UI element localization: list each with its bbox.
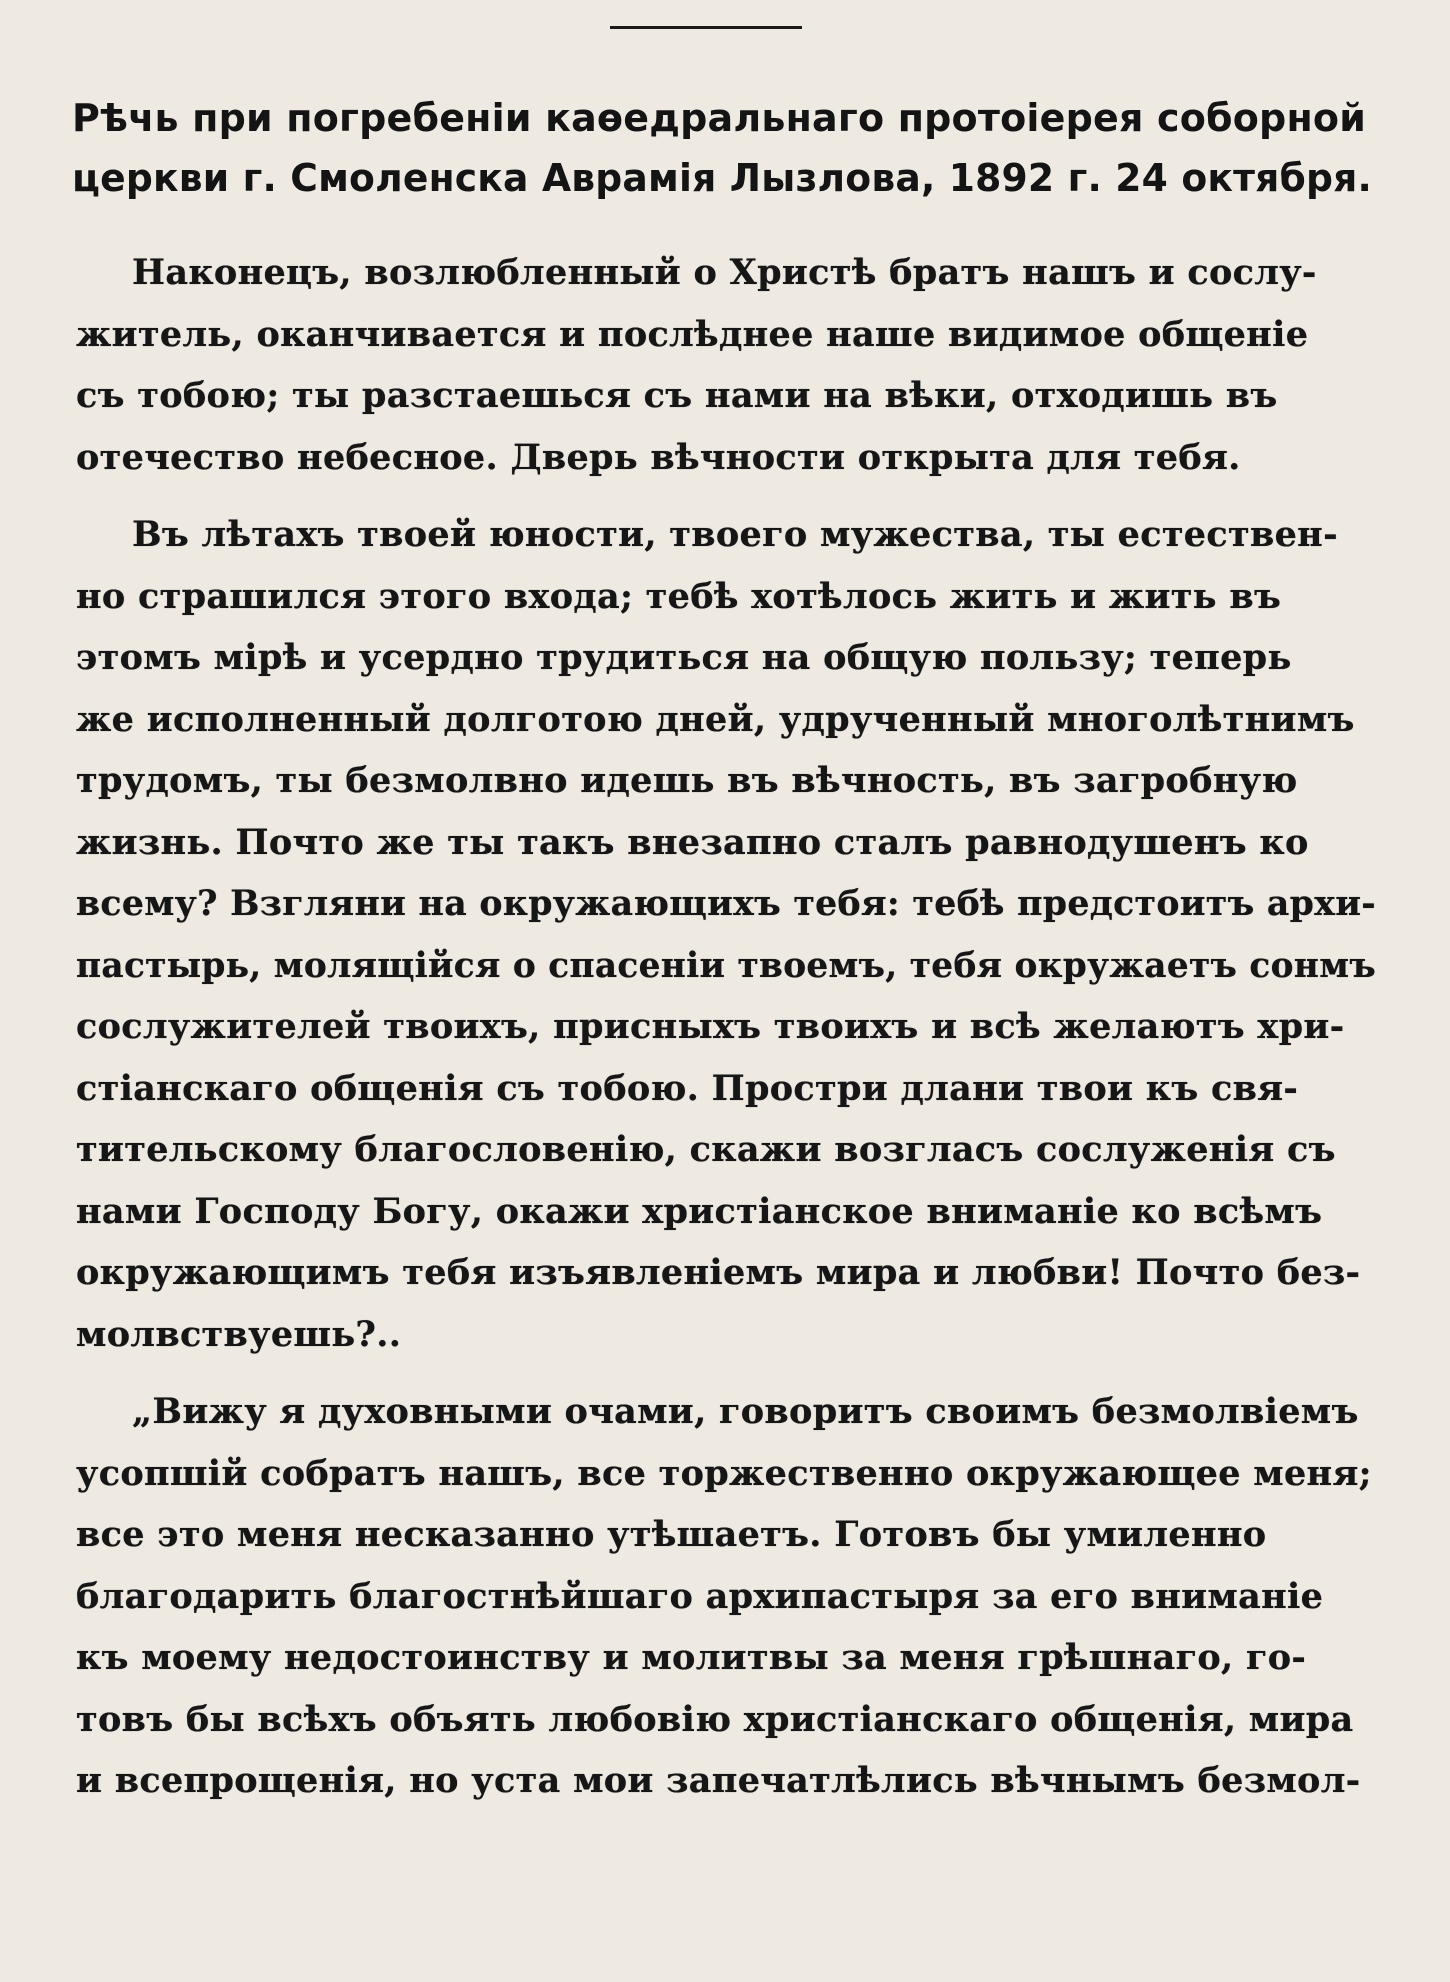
text-line: отечество небесное. Дверь вѣчности открыта для тебя. bbox=[76, 436, 1241, 478]
text-line: и всепрощенiя, но уста мои запечатлѣлись вѣчнымъ безмол- bbox=[76, 1760, 1361, 1801]
text-line: тительскому благословенiю, скажи возгласъ сослуженiя съ bbox=[76, 1129, 1336, 1170]
title-line: Рѣчь при погребенiи каѳедральнаго протоiерея соборной bbox=[72, 96, 1367, 140]
header-rule bbox=[610, 26, 802, 29]
body-text bbox=[76, 242, 1376, 1812]
text-line: благодарить благостнѣйшаго архипастыря за его вниманiе bbox=[76, 1575, 1324, 1617]
text-line: этомъ мiрѣ и усердно трудиться на общую пользу; теперь bbox=[76, 637, 1292, 678]
text-line: нами Господу Богу, окажи христiанское вниманiе ко всѣмъ bbox=[76, 1190, 1323, 1232]
text-line: Въ лѣтахъ твоей юности, твоего мужества, ты естествен- bbox=[132, 514, 1338, 555]
text-line: съ тобою; ты разстаешься съ нами на вѣки, отходишь въ bbox=[76, 375, 1278, 416]
text-line: сослужителей твоихъ, присныхъ твоихъ и всѣ желаютъ хри- bbox=[76, 1006, 1345, 1047]
page-title bbox=[72, 88, 1372, 208]
text-line: житель, оканчивается и послѣднее наше видимое общенiе bbox=[76, 313, 1309, 355]
paragraph-2 bbox=[76, 504, 1376, 1365]
text-line: все это меня несказанно утѣшаетъ. Готовъ бы умиленно bbox=[76, 1514, 1267, 1555]
text-line: жизнь. Почто же ты такъ внезапно сталъ равнодушенъ ко bbox=[76, 821, 1309, 863]
text-line: но страшился этого входа; тебѣ хотѣлось жить и жить въ bbox=[76, 575, 1282, 617]
text-line: окружающимъ тебя изъявленiемъ мира и любви! Почто без- bbox=[76, 1252, 1361, 1293]
paragraph-3 bbox=[76, 1381, 1376, 1812]
text-line: же исполненный долготою дней, удрученный многолѣтнимъ bbox=[76, 698, 1355, 740]
paragraph-1 bbox=[76, 242, 1376, 488]
text-line: пастырь, молящiйся о спасенiи твоемъ, тебя окружаетъ сонмъ bbox=[76, 944, 1376, 986]
text-line: стiанскаго общенiя съ тобою. Простри длани твои къ свя- bbox=[76, 1067, 1299, 1109]
text-line: молвствуешь?.. bbox=[76, 1313, 402, 1355]
title-line: церкви г. Смоленска Аврамiя Лызлова, 1892 г. 24 октября. bbox=[72, 156, 1373, 200]
text-line: усопшiй собратъ нашъ, все торжественно окружающее меня; bbox=[76, 1452, 1372, 1494]
text-line: „Вижу я духовными очами, говоритъ своимъ безмолвiемъ bbox=[132, 1391, 1359, 1432]
text-line: всему? Взгляни на окружающихъ тебя: тебѣ предстоитъ архи- bbox=[76, 883, 1376, 924]
text-line: товъ бы всѣхъ объять любовiю христiанскаго общенiя, мира bbox=[76, 1698, 1354, 1740]
text-line: Наконецъ, возлюбленный о Христѣ братъ нашъ и сослу- bbox=[132, 252, 1317, 293]
text-line: трудомъ, ты безмолвно идешь въ вѣчность, въ загробную bbox=[76, 760, 1298, 801]
text-line: къ моему недостоинству и молитвы за меня грѣшнаго, го- bbox=[76, 1637, 1307, 1678]
